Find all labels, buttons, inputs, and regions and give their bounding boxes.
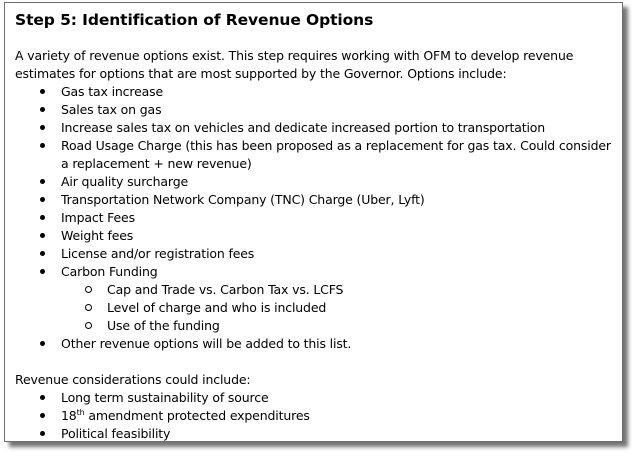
hollow-bullet-icon [85, 304, 92, 311]
option-text: License and/or registration fees [61, 246, 255, 261]
list-item [15, 245, 616, 263]
sub-list-item [61, 299, 616, 317]
list-item [15, 83, 616, 101]
document-content [15, 10, 616, 443]
spacer [15, 353, 616, 371]
bullet-icon [40, 89, 45, 94]
page-title: Step 5: Identification of Revenue Options [15, 11, 374, 29]
sub-option-text: Cap and Trade vs. Carbon Tax vs. LCFS [107, 282, 344, 297]
bullet-icon [40, 431, 45, 436]
sub-list-item [61, 317, 616, 335]
considerations-list [15, 389, 616, 443]
list-item [15, 119, 616, 137]
considerations-intro: Revenue considerations could include: [15, 372, 251, 387]
list-item [15, 335, 616, 353]
hollow-bullet-icon [85, 322, 92, 329]
consideration-text: Political feasibility [61, 426, 171, 441]
option-text: Air quality surcharge [61, 174, 189, 189]
bullet-icon [40, 251, 45, 256]
hollow-bullet-icon [85, 286, 92, 293]
list-item [15, 263, 616, 335]
bullet-icon [40, 107, 45, 112]
sub-option-text: Use of the funding [107, 318, 220, 333]
list-item [15, 407, 616, 425]
list-item [15, 191, 616, 209]
consideration-text: Long term sustainability of source [61, 390, 269, 405]
sub-list-item [61, 281, 616, 299]
bullet-icon [40, 125, 45, 130]
option-text: Transportation Network Company (TNC) Charge (Uber, Lyft) [61, 192, 425, 207]
option-text: Sales tax on gas [61, 102, 162, 117]
bullet-icon [40, 179, 45, 184]
list-item [15, 137, 616, 173]
bullet-icon [40, 233, 45, 238]
option-text: Increase sales tax on vehicles and dedicate increased portion to transportation [61, 120, 546, 135]
list-item [15, 389, 616, 407]
option-text: Carbon Funding [61, 264, 158, 279]
bullet-icon [40, 269, 45, 274]
option-text: Weight fees [61, 228, 134, 243]
option-text: Other revenue options will be added to this list. [61, 336, 352, 351]
carbon-sub-list [61, 281, 616, 335]
consideration-prefix: 18 [61, 408, 77, 423]
bullet-icon [40, 413, 45, 418]
option-text: Impact Fees [61, 210, 135, 225]
intro-paragraph: A variety of revenue options exist. This step requires working with OFM to develop revenue estimates for options that are most supported by the Governor. Options include: [15, 48, 574, 81]
document-frame [4, 2, 623, 442]
list-item [15, 425, 616, 443]
bullet-icon [40, 395, 45, 400]
list-item [15, 101, 616, 119]
sub-option-text: Level of charge and who is included [107, 300, 327, 315]
option-text: Road Usage Charge (this has been proposed as a replacement for gas tax. Could consider a replacement + new revenue) [61, 138, 611, 171]
bullet-icon [40, 341, 45, 346]
list-item [15, 173, 616, 191]
consideration-text: amendment protected expenditures [84, 408, 310, 423]
bullet-icon [40, 197, 45, 202]
bullet-icon [40, 143, 45, 148]
bullet-icon [40, 215, 45, 220]
option-text: Gas tax increase [61, 84, 164, 99]
options-list [15, 83, 616, 353]
list-item [15, 227, 616, 245]
ordinal-suffix: th [76, 407, 85, 417]
list-item [15, 209, 616, 227]
